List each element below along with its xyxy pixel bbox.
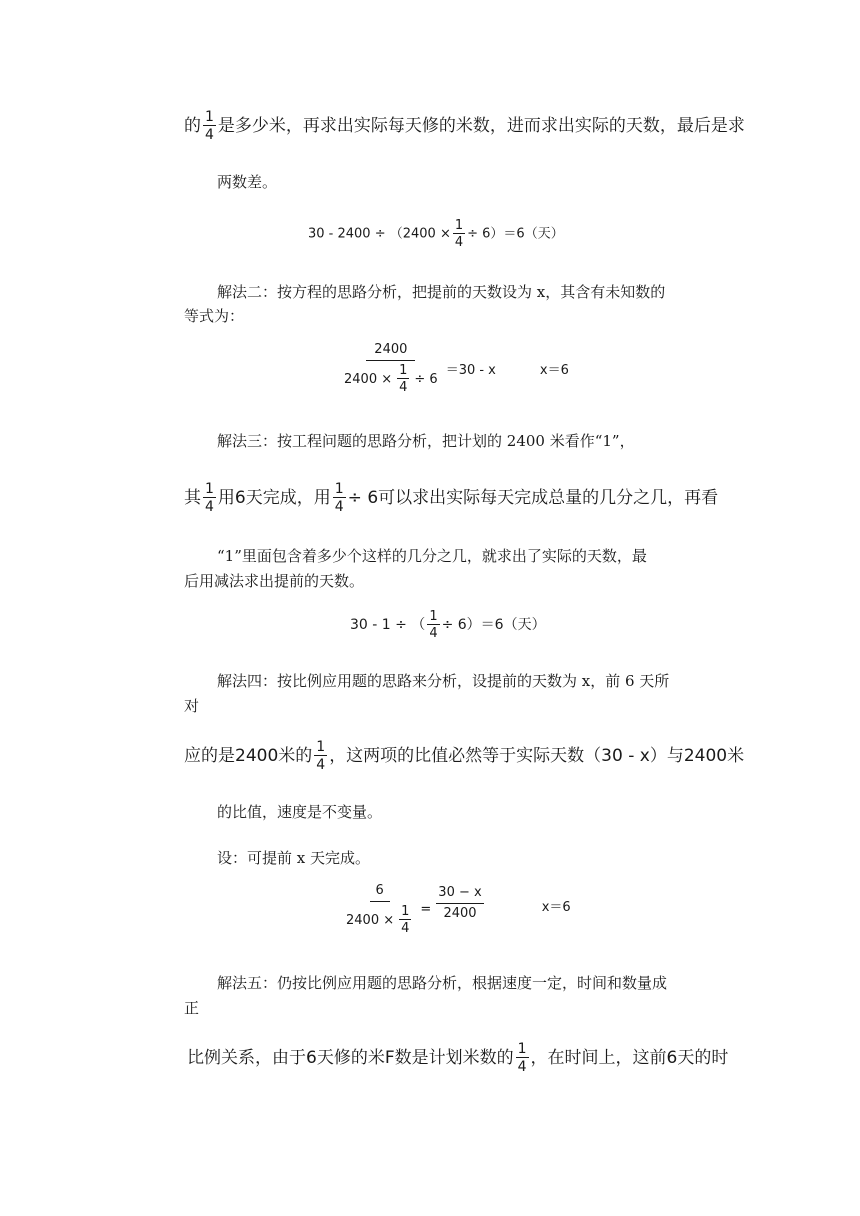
equation-2 <box>340 343 569 394</box>
denominator: 4 <box>454 235 464 250</box>
denominator: 4 <box>205 499 214 515</box>
denominator: 4 <box>316 757 326 773</box>
equation-3 <box>350 610 546 640</box>
solution: x＝6 <box>539 363 569 378</box>
numerator: 1 <box>334 481 344 497</box>
expr: ÷ 6 <box>414 371 438 387</box>
numerator: 6 <box>370 884 390 902</box>
paragraph-method-4-cont: 对 <box>184 697 200 715</box>
fraction <box>453 219 465 249</box>
expr: ÷ 6）＝6（天） <box>441 617 546 633</box>
denominator: 4 <box>205 127 214 143</box>
fraction <box>427 610 439 640</box>
text: ÷ 6可以求出实际每天完成总量的几分之几，再看 <box>347 488 719 508</box>
equation-4 <box>342 884 571 935</box>
text-line-2: 两数差。 <box>217 173 278 191</box>
expr: ÷ 6）＝6（天） <box>467 226 564 242</box>
numerator: 1 <box>454 218 464 233</box>
fraction-main <box>342 343 440 394</box>
expr: 2400 × <box>346 912 395 928</box>
text: 应的是2400米的 <box>184 746 313 766</box>
paragraph-ratio: 的比值，速度是不变量。 <box>217 803 383 821</box>
denominator: 4 <box>399 380 408 395</box>
text-line-8 <box>184 740 744 772</box>
text: 其 <box>184 488 201 508</box>
denominator <box>344 902 415 935</box>
denominator: 2400 <box>443 906 477 921</box>
fraction <box>397 364 409 394</box>
paragraph-method-3-cont: “1”里面包含着多少个这样的几分之几，就求出了实际的天数，最 <box>217 547 647 565</box>
expr: 30 - 1 ÷ （ <box>350 617 426 633</box>
paragraph-method-2: 解法二：按方程的思路分析，把提前的天数设为 x，其含有未知数的 <box>217 283 666 301</box>
fraction-right <box>436 886 483 920</box>
paragraph-method-5: 解法五：仍按比例应用题的思路分析，根据速度一定，时间和数量成 <box>217 974 668 992</box>
paragraph-method-3-end: 后用减法求出提前的天数。 <box>184 572 365 590</box>
numerator: 1 <box>517 1041 527 1057</box>
numerator: 1 <box>399 363 408 378</box>
text: 用6天完成，用 <box>217 488 331 508</box>
text: 是多少米，再求出实际每天修的米数，进而求出实际的天数，最后是求 <box>217 116 745 136</box>
numerator: 1 <box>401 904 410 919</box>
equals-sign: = <box>420 902 432 917</box>
fraction <box>333 482 346 514</box>
denominator: 4 <box>517 1059 527 1075</box>
numerator: 1 <box>316 739 326 755</box>
paragraph-method-4: 解法四：按比例应用题的思路来分析，设提前的天数为 x，前 6 天所 <box>217 672 670 690</box>
numerator: 1 <box>205 109 214 125</box>
fraction-left <box>344 884 415 935</box>
denominator <box>342 361 440 394</box>
expr: 2400 × <box>344 371 393 387</box>
paragraph-method-2-cont: 等式为： <box>184 307 245 325</box>
text: ，这两项的比值必然等于实际天数（30 - x）与2400米 <box>329 746 745 766</box>
denominator: 4 <box>401 921 410 936</box>
equation-rhs: ＝30 - x <box>445 363 496 378</box>
equation-1 <box>308 219 564 249</box>
numerator: 1 <box>205 481 214 497</box>
denominator: 4 <box>334 499 344 515</box>
fraction <box>203 482 216 514</box>
text-line-1 <box>184 110 745 142</box>
paragraph-method-3: 解法三：按工程问题的思路分析，把计划的 2400 米看作“1”， <box>217 432 635 450</box>
fraction <box>203 110 216 142</box>
paragraph-method-5-cont: 正 <box>184 999 200 1017</box>
fraction <box>314 740 327 772</box>
fraction <box>399 905 411 935</box>
numerator: 1 <box>429 609 438 624</box>
text-line-5 <box>184 482 718 514</box>
numerator: 2400 <box>366 343 415 361</box>
paragraph-let: 设：可提前 x 天完成。 <box>217 849 370 867</box>
text: ，在时间上，这前6天的时 <box>530 1048 729 1068</box>
denominator: 4 <box>429 626 438 641</box>
text: 的 <box>184 116 201 136</box>
text: 比例关系，由于6天修的米F数是计划米数的 <box>187 1048 514 1068</box>
expr: 30 - 2400 ÷ （2400 × <box>308 226 451 242</box>
fraction <box>516 1042 529 1074</box>
numerator: 30 − x <box>436 886 483 904</box>
text-line-12 <box>187 1042 728 1074</box>
solution: x＝6 <box>541 900 571 915</box>
